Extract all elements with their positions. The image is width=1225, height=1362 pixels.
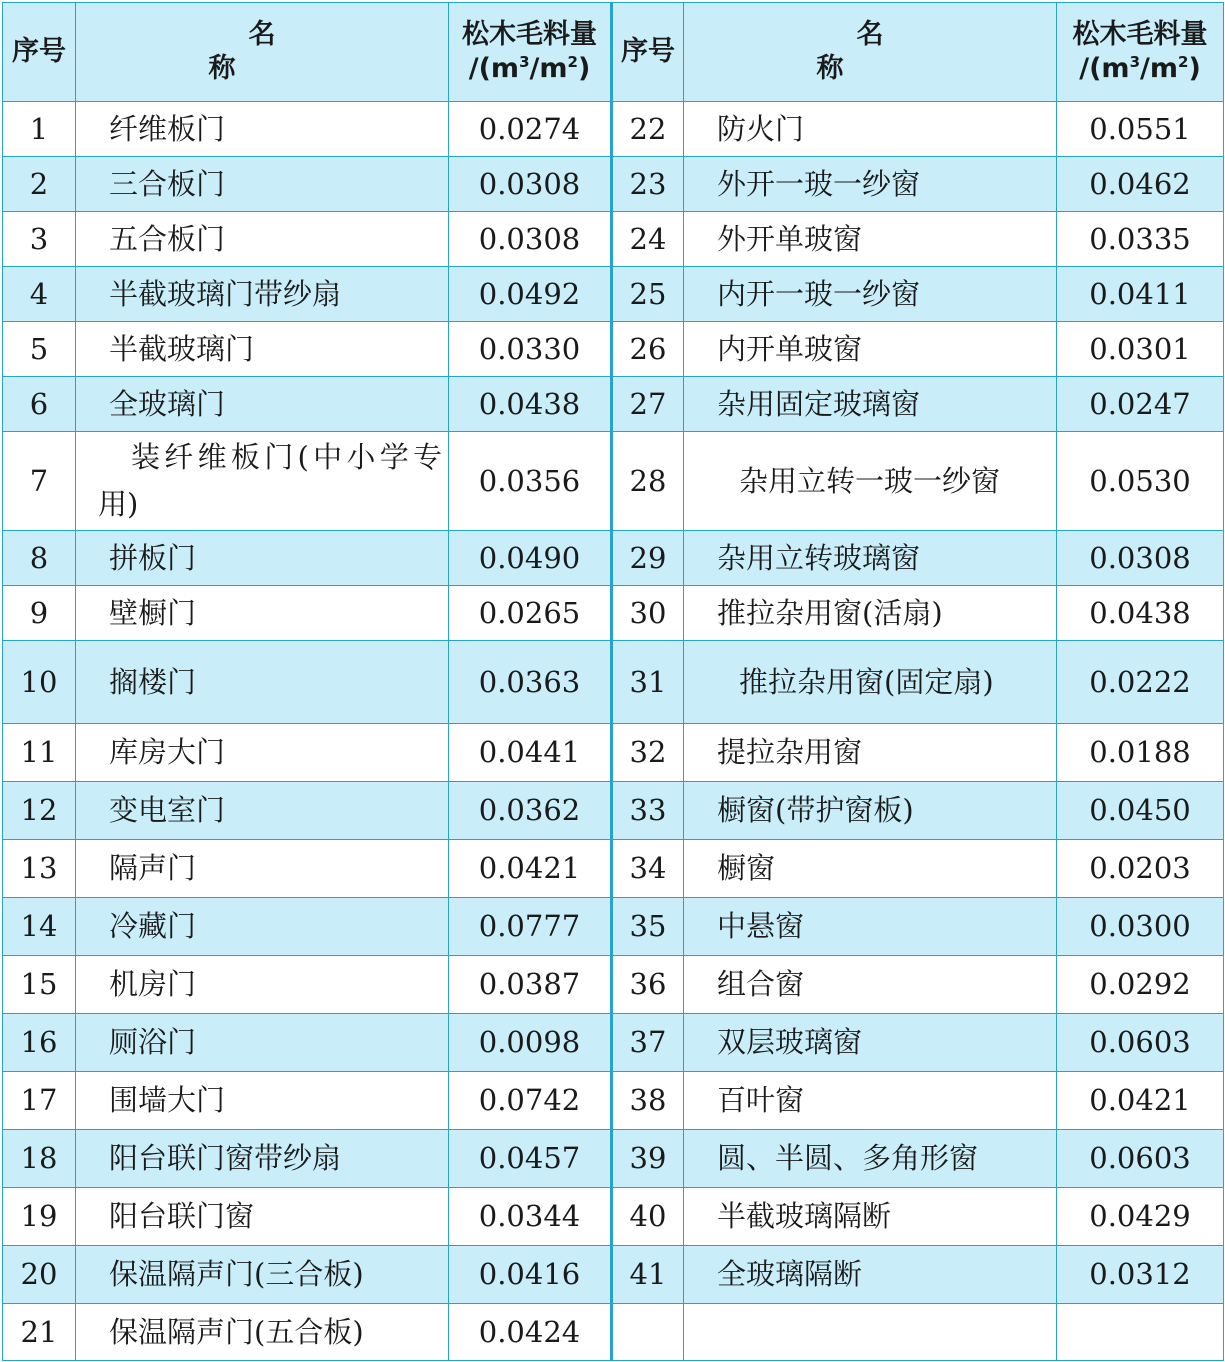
table-row — [3, 586, 1224, 641]
name-cell: 库房大门 — [76, 724, 449, 782]
seq-cell: 32 — [612, 724, 684, 782]
value-cell: 0.0247 — [1057, 377, 1224, 432]
value-cell: 0.0308 — [449, 157, 612, 212]
name-cell: 阳台联门窗 — [76, 1188, 449, 1246]
name-cell: 内开单玻窗 — [684, 322, 1057, 377]
value-cell: 0.0098 — [449, 1014, 612, 1072]
value-cell: 0.0429 — [1057, 1188, 1224, 1246]
value-cell: 0.0411 — [1057, 267, 1224, 322]
name-cell: 外开单玻窗 — [684, 212, 1057, 267]
name-cell: 百叶窗 — [684, 1072, 1057, 1130]
table-row — [3, 1072, 1224, 1130]
seq-cell: 20 — [3, 1246, 76, 1304]
name-cell: 隔声门 — [76, 840, 449, 898]
value-cell: 0.0457 — [449, 1130, 612, 1188]
header-amount-right-sup1: 3 — [1129, 53, 1140, 71]
value-cell: 0.0387 — [449, 956, 612, 1014]
name-cell: 双层玻璃窗 — [684, 1014, 1057, 1072]
seq-cell: 34 — [612, 840, 684, 898]
header-amount-right-line2 — [1057, 52, 1223, 86]
name-cell: 提拉杂用窗 — [684, 724, 1057, 782]
name-cell: 半截玻璃隔断 — [684, 1188, 1057, 1246]
timber-consumption-table-wrapper — [2, 2, 1223, 1360]
seq-cell: 24 — [612, 212, 684, 267]
header-amount-left — [449, 3, 612, 102]
value-cell: 0.0203 — [1057, 840, 1224, 898]
value-cell: 0.0462 — [1057, 157, 1224, 212]
value-cell: 0.0490 — [449, 531, 612, 586]
value-cell: 0.0438 — [1057, 586, 1224, 641]
name-cell: 全玻璃门 — [76, 377, 449, 432]
seq-cell: 22 — [612, 102, 684, 157]
seq-cell: 12 — [3, 782, 76, 840]
value-cell: 0.0441 — [449, 724, 612, 782]
value-cell: 0.0492 — [449, 267, 612, 322]
seq-cell: 11 — [3, 724, 76, 782]
seq-cell: 23 — [612, 157, 684, 212]
name-cell: 圆、半圆、多角形窗 — [684, 1130, 1057, 1188]
name-cell: 推拉杂用窗(固定扇) — [684, 641, 1057, 724]
value-cell: 0.0300 — [1057, 898, 1224, 956]
seq-cell: 41 — [612, 1246, 684, 1304]
name-cell: 拼板门 — [76, 531, 449, 586]
seq-cell — [612, 1304, 684, 1361]
value-cell: 0.0421 — [1057, 1072, 1224, 1130]
header-seq-left: 序号 — [3, 3, 76, 102]
name-cell: 装纤维板门(中小学专用) — [76, 432, 449, 531]
header-amount-right-mid: /m — [1140, 53, 1178, 84]
name-cell: 阳台联门窗带纱扇 — [76, 1130, 449, 1188]
name-cell: 半截玻璃门带纱扇 — [76, 267, 449, 322]
value-cell: 0.0438 — [449, 377, 612, 432]
table-body — [3, 102, 1224, 1361]
name-cell: 机房门 — [76, 956, 449, 1014]
value-cell: 0.0777 — [449, 898, 612, 956]
value-cell: 0.0362 — [449, 782, 612, 840]
seq-cell: 38 — [612, 1072, 684, 1130]
seq-cell: 29 — [612, 531, 684, 586]
seq-cell: 30 — [612, 586, 684, 641]
table-row — [3, 782, 1224, 840]
table-row — [3, 724, 1224, 782]
name-cell: 半截玻璃门 — [76, 322, 449, 377]
seq-cell: 2 — [3, 157, 76, 212]
table-row — [3, 267, 1224, 322]
value-cell: 0.0603 — [1057, 1130, 1224, 1188]
header-amount-left-prefix: /(m — [468, 53, 520, 84]
seq-cell: 19 — [3, 1188, 76, 1246]
header-name-left-text: 名 称 — [208, 19, 463, 84]
header-amount-left-sup1: 3 — [519, 53, 530, 71]
seq-cell: 21 — [3, 1304, 76, 1361]
seq-cell: 26 — [612, 322, 684, 377]
seq-cell: 13 — [3, 840, 76, 898]
table-row — [3, 432, 1224, 531]
seq-cell: 35 — [612, 898, 684, 956]
table-row — [3, 1304, 1224, 1361]
name-cell: 外开一玻一纱窗 — [684, 157, 1057, 212]
seq-cell: 14 — [3, 898, 76, 956]
seq-cell: 28 — [612, 432, 684, 531]
seq-cell: 1 — [3, 102, 76, 157]
name-cell: 橱窗 — [684, 840, 1057, 898]
header-amount-left-suffix: ) — [577, 53, 591, 84]
value-cell: 0.0421 — [449, 840, 612, 898]
seq-cell: 17 — [3, 1072, 76, 1130]
table-row — [3, 956, 1224, 1014]
value-cell: 0.0308 — [1057, 531, 1224, 586]
name-cell — [684, 1304, 1057, 1361]
name-cell: 三合板门 — [76, 157, 449, 212]
header-amount-right-suffix: ) — [1188, 53, 1201, 84]
table-row — [3, 1130, 1224, 1188]
value-cell: 0.0222 — [1057, 641, 1224, 724]
value-cell: 0.0416 — [449, 1246, 612, 1304]
seq-cell: 33 — [612, 782, 684, 840]
seq-cell: 8 — [3, 531, 76, 586]
name-cell: 变电室门 — [76, 782, 449, 840]
name-cell: 冷藏门 — [76, 898, 449, 956]
seq-cell: 9 — [3, 586, 76, 641]
name-cell: 围墙大门 — [76, 1072, 449, 1130]
name-cell: 壁橱门 — [76, 586, 449, 641]
value-cell: 0.0742 — [449, 1072, 612, 1130]
seq-cell: 25 — [612, 267, 684, 322]
value-cell: 0.0188 — [1057, 724, 1224, 782]
seq-cell: 40 — [612, 1188, 684, 1246]
name-cell: 保温隔声门(三合板) — [76, 1246, 449, 1304]
name-cell: 杂用固定玻璃窗 — [684, 377, 1057, 432]
value-cell: 0.0551 — [1057, 102, 1224, 157]
seq-cell: 37 — [612, 1014, 684, 1072]
seq-cell: 6 — [3, 377, 76, 432]
value-cell: 0.0330 — [449, 322, 612, 377]
header-amount-right-line1: 松木毛料量 — [1072, 19, 1208, 51]
table-row — [3, 1188, 1224, 1246]
table-row — [3, 1246, 1224, 1304]
header-name-left — [76, 3, 463, 102]
seq-cell: 5 — [3, 322, 76, 377]
value-cell — [1057, 1304, 1224, 1361]
value-cell: 0.0308 — [449, 212, 612, 267]
header-amount-left-mid: /m — [529, 53, 568, 84]
name-cell: 防火门 — [684, 102, 1057, 157]
table-row — [3, 102, 1224, 157]
name-cell: 杂用立转一玻一纱窗 — [684, 432, 1057, 531]
seq-cell: 15 — [3, 956, 76, 1014]
table-row — [3, 1014, 1224, 1072]
value-cell: 0.0301 — [1057, 322, 1224, 377]
seq-cell: 3 — [3, 212, 76, 267]
name-cell: 纤维板门 — [76, 102, 449, 157]
header-name-right — [684, 3, 1071, 102]
seq-cell: 16 — [3, 1014, 76, 1072]
table-row — [3, 377, 1224, 432]
name-cell: 杂用立转玻璃窗 — [684, 531, 1057, 586]
name-cell: 五合板门 — [76, 212, 449, 267]
value-cell: 0.0312 — [1057, 1246, 1224, 1304]
seq-cell: 31 — [612, 641, 684, 724]
table-row — [3, 322, 1224, 377]
table-row — [3, 531, 1224, 586]
header-amount-right-prefix: /(m — [1079, 53, 1130, 84]
name-cell: 橱窗(带护窗板) — [684, 782, 1057, 840]
value-cell: 0.0363 — [449, 641, 612, 724]
table-row — [3, 641, 1224, 724]
table-row — [3, 157, 1224, 212]
name-cell: 全玻璃隔断 — [684, 1246, 1057, 1304]
value-cell: 0.0603 — [1057, 1014, 1224, 1072]
header-amount-left-line2 — [449, 52, 610, 86]
value-cell: 0.0344 — [449, 1188, 612, 1246]
name-cell: 保温隔声门(五合板) — [76, 1304, 449, 1361]
name-cell: 推拉杂用窗(活扇) — [684, 586, 1057, 641]
name-cell: 内开一玻一纱窗 — [684, 267, 1057, 322]
seq-cell: 7 — [3, 432, 76, 531]
header-amount-left-sup2: 2 — [567, 53, 578, 71]
seq-cell: 27 — [612, 377, 684, 432]
header-amount-left-line1: 松木毛料量 — [462, 19, 597, 51]
table-row — [3, 898, 1224, 956]
header-row — [3, 3, 1224, 102]
seq-cell: 39 — [612, 1130, 684, 1188]
header-name-right-text: 名 称 — [816, 19, 1071, 84]
seq-cell: 36 — [612, 956, 684, 1014]
name-cell: 中悬窗 — [684, 898, 1057, 956]
value-cell: 0.0450 — [1057, 782, 1224, 840]
header-seq-right: 序号 — [612, 3, 684, 102]
name-cell: 搁楼门 — [76, 641, 449, 724]
table-row — [3, 212, 1224, 267]
seq-cell: 10 — [3, 641, 76, 724]
name-cell: 厕浴门 — [76, 1014, 449, 1072]
header-amount-right — [1057, 3, 1224, 102]
value-cell: 0.0356 — [449, 432, 612, 531]
name-cell: 组合窗 — [684, 956, 1057, 1014]
value-cell: 0.0292 — [1057, 956, 1224, 1014]
value-cell: 0.0530 — [1057, 432, 1224, 531]
value-cell: 0.0274 — [449, 102, 612, 157]
table-row — [3, 840, 1224, 898]
header-amount-right-sup2: 2 — [1178, 53, 1189, 71]
value-cell: 0.0265 — [449, 586, 612, 641]
seq-cell: 4 — [3, 267, 76, 322]
seq-cell: 18 — [3, 1130, 76, 1188]
value-cell: 0.0424 — [449, 1304, 612, 1361]
value-cell: 0.0335 — [1057, 212, 1224, 267]
timber-consumption-table — [2, 2, 1224, 1361]
